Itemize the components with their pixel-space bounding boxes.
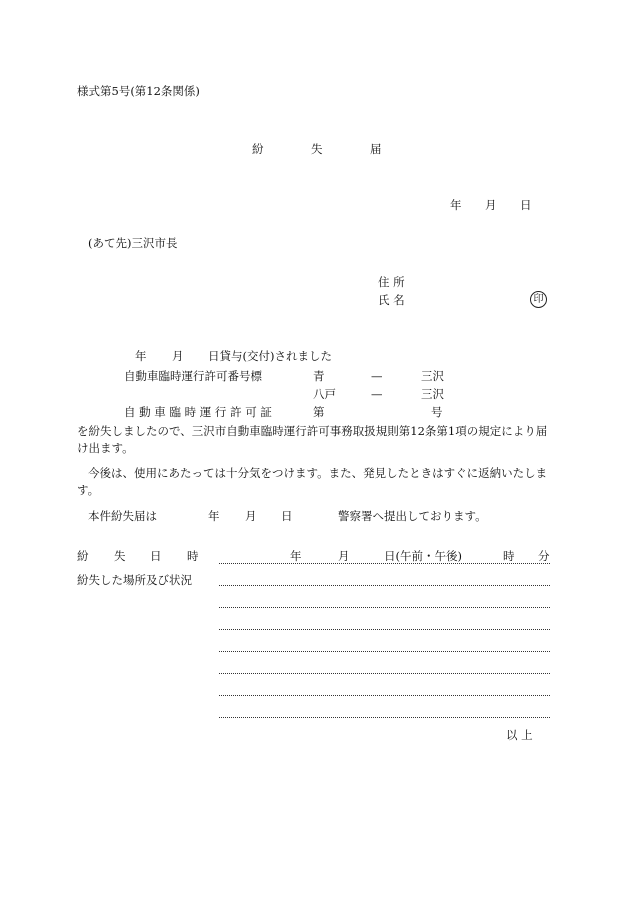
submission-day[interactable]: 日	[520, 198, 532, 212]
submission-month[interactable]: 月	[485, 198, 497, 212]
loan-month[interactable]: 月	[172, 349, 184, 363]
loss-datetime-underline	[219, 563, 550, 564]
loss-label-char-1: 紛	[77, 549, 89, 563]
plate-line2-dash: —	[371, 387, 383, 401]
title-char-1: 紛	[252, 142, 264, 156]
submission-year[interactable]: 年	[450, 198, 462, 212]
loss-label-char-3: 日	[150, 549, 162, 563]
police-report-month[interactable]: 月	[245, 509, 257, 523]
seal-mark: 印	[530, 291, 547, 308]
addressee: (あて先)三沢市長	[88, 236, 178, 250]
applicant-name-label: 氏 名	[378, 293, 405, 307]
loss-place-line-3[interactable]	[219, 629, 550, 630]
loss-place-line-5[interactable]	[219, 673, 550, 674]
loss-day-ampm[interactable]: 日(午前・午後)	[384, 549, 462, 563]
permit-label: 自 動 車 臨 時 運 行 許 可 証	[124, 405, 272, 419]
closing-mark: 以 上	[506, 728, 533, 742]
plate-line1-dash: —	[371, 369, 383, 383]
loan-year[interactable]: 年	[135, 349, 147, 363]
title-char-3: 届	[370, 142, 382, 156]
plate-line1-prefix: 青	[313, 369, 325, 383]
loss-label-char-2: 失	[114, 549, 126, 563]
loss-place-line-6[interactable]	[219, 695, 550, 696]
loss-month[interactable]: 月	[338, 549, 350, 563]
police-report-lead: 本件紛失届は	[88, 509, 157, 523]
loss-minute[interactable]: 分	[538, 549, 550, 563]
pledge-paragraph: 今後は、使用にあたっては十分気をつけます。また、発見したときはすぐに返納いたします。	[77, 466, 548, 497]
title-char-2: 失	[311, 142, 323, 156]
permit-dai: 第	[313, 405, 325, 419]
loss-label-char-4: 時	[187, 549, 199, 563]
loss-place-label: 紛失した場所及び状況	[77, 573, 192, 587]
applicant-address-label: 住 所	[378, 275, 405, 289]
loss-place-line-7[interactable]	[219, 717, 550, 718]
form-number: 様式第5号(第12条関係)	[77, 84, 200, 98]
plate-label: 自動車臨時運行許可番号標	[124, 369, 262, 383]
permit-gou: 号	[431, 405, 443, 419]
loss-year[interactable]: 年	[290, 549, 302, 563]
loss-place-line-2[interactable]	[219, 607, 550, 608]
loss-place-line-1[interactable]	[219, 585, 550, 586]
plate-line1-suffix: 三沢	[421, 369, 444, 383]
declaration-paragraph: を紛失しましたので、三沢市自動車臨時運行許可事務取扱規則第12条第1項の規定により届け出ます。	[77, 424, 548, 455]
police-report-tail: 警察署へ提出しております。	[338, 509, 487, 523]
plate-line2-prefix: 八戸	[313, 387, 336, 401]
loss-place-line-4[interactable]	[219, 651, 550, 652]
police-report-year[interactable]: 年	[208, 509, 220, 523]
loss-hour[interactable]: 時	[503, 549, 515, 563]
plate-line2-suffix: 三沢	[421, 387, 444, 401]
loan-day-phrase: 日貸与(交付)されました	[208, 349, 332, 363]
police-report-day[interactable]: 日	[281, 509, 293, 523]
